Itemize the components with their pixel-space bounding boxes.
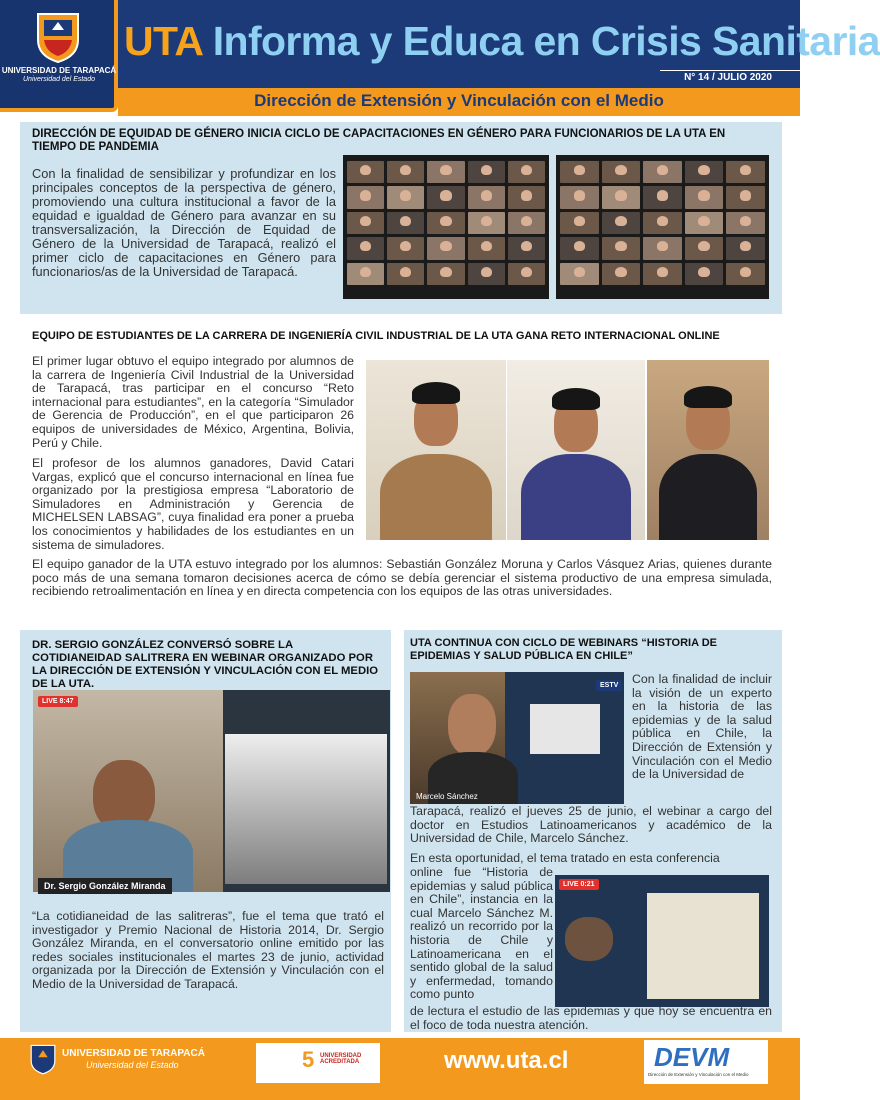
footer-shield-icon <box>30 1042 56 1076</box>
devm-logo <box>644 1040 768 1084</box>
accreditation-badge <box>256 1043 380 1083</box>
article4-title: UTA CONTINUA CON CICLO DE WEBINARS “HISTORIA DE EPIDEMIAS Y SALUD PÚBLICA EN CHILE” <box>410 637 717 662</box>
article2-title: EQUIPO DE ESTUDIANTES DE LA CARRERA DE INGENIERÍA CIVIL INDUSTRIAL DE LA UTA GANA RETO INTERNACIONAL ONLINE <box>32 330 720 342</box>
footer-university: UNIVERSIDAD DE TARAPACÁ <box>62 1048 205 1059</box>
logo-title: UNIVERSIDAD DE TARAPACÁ <box>1 66 117 75</box>
speaker-label: Dr. Sergio González Miranda <box>38 878 172 894</box>
department-title: Dirección de Extensión y Vinculación con el Medio <box>254 91 664 110</box>
live-badge: LIVE 8:47 <box>38 696 78 707</box>
webinar-photo-epidemias-2 <box>555 875 769 1007</box>
article4-para2-side: online fue “Historia de epidemias y salud pública en Chile”, instancia en la cual Marcelo Sánchez M. realizó un recorrido por la historia de Chile y Latinoamericana en el sentido global de la salud y enfermedad, tomando como punto <box>410 865 553 1002</box>
webinar-photo-salitrera <box>33 690 390 892</box>
article2-para2: El profesor de los alumnos ganadores, David Catari Vargas, explicó que el concurso internacional en línea fue organizado por la prestigiosa empresa “Laboratorio de Simuladores en Administración y Gerencia de MICHELSEN LABSAG”, cuya finalidad era poner a prueba los conocimientos y habilidades de los estudiantes en un sistema de simuladores. <box>32 456 354 552</box>
student-photo-1 <box>366 360 506 540</box>
article4-para1-full: Tarapacá, realizó el jueves 25 de junio, el webinar a cargo del doctor en Estudios Latinoamericanos y académico de la Universidad de Chile, Marcelo Sánchez. <box>410 804 772 846</box>
webinar-photo-epidemias <box>410 672 624 804</box>
article1-title: DIRECCIÓN DE EQUIDAD DE GÉNERO INICIA CICLO DE CAPACITACIONES EN GÉNERO PARA FUNCIONARIOS DE LA UTA EN TIEMPO DE PANDEMIA <box>32 128 726 153</box>
website-link[interactable]: www.uta.cl <box>444 1047 569 1074</box>
zoom-meeting-photo-2 <box>556 155 769 299</box>
tv-badge: ESTV <box>596 680 622 691</box>
professor-photo <box>647 360 769 540</box>
devm-wordmark: DEVM <box>654 1042 730 1072</box>
zoom-meeting-photo-1 <box>343 155 549 299</box>
title-rest: Informa y Educa en Crisis Sanitaria <box>212 18 880 64</box>
logo-subtitle: Universidad del Estado <box>23 76 95 83</box>
article2-para1: El primer lugar obtuvo el equipo integrado por alumnos de la carrera de Ingeniería Civil Industrial de la Universidad de Tarapacá, tras participar en el concurso “Reto internacional para estudiantes”, en la categoría “Simulador de Gerencia de Producción”, en el que participaron 26 equipos de universidades de México, Argentina, Bolivia, Perú y Chile. <box>32 354 354 450</box>
devm-subtitle: Dirección de Extensión y Vinculación con el Medio <box>648 1072 749 1077</box>
article3-body: “La cotidianeidad de las salitreras”, fue el tema que trató el investigador y Premio Nacional de Historia 2014, Dr. Sergio González Miranda, en el conversatorio online emitido por las redes sociales institucionales el martes 23 de junio, actividad organizada por la Dirección de Extensión y Vinculación con el Medio de la Universidad de Tarapacá. <box>32 909 384 991</box>
article4-para1-side: Con la finalidad de incluir la visión de un experto en la historia de las epidemias y de la salud pública en Chile, la Dirección de Extensión y Vinculación con el Medio de la Universidad de <box>632 672 772 782</box>
article4-para2-top: En esta oportunidad, el tema tratado en esta conferencia <box>410 851 720 865</box>
title-uta: UTA <box>124 18 202 64</box>
footer-university-sub: Universidad del Estado <box>86 1060 179 1070</box>
article3-title: DR. SERGIO GONZÁLEZ CONVERSÓ SOBRE LA COTIDIANEIDAD SALITRERA EN WEBINAR ORGANIZADO POR LA DIRECCIÓN DE EXTENSIÓN Y VINCULACIÓN CON EL MEDIO DE LA UTA. <box>32 639 379 690</box>
newsletter-title <box>124 18 880 65</box>
article2-para3: El equipo ganador de la UTA estuvo integrado por los alumnos: Sebastián González Moruna y Carlos Vásquez Arias, quienes durante poco más de una semana tomaron decisiones acerca de cómo se debía gerenciar el sistema productivo de una empresa simulada, recibiendo retroalimentación en línea y en directa competencia con los equipos de las otras universidades. <box>32 557 772 599</box>
shield-icon <box>36 10 80 64</box>
article4-para2-full: de lectura el estudio de las epidemias y que hoy se encuentra en el foco de toda nuestra atención. <box>410 1004 772 1032</box>
university-logo <box>0 0 118 112</box>
article1-body: Con la finalidad de sensibilizar y profundizar en los principales conceptos de la perspectiva de género, promoviendo una cultura institucional a favor de la equidad e igualdad de Género para avanzar en su transversalización, la Dirección de Equidad de Género de la Universidad de Tarapacá, realizó el primer ciclo de capacitaciones en Género para funcionarios/as de la Universidad de Tarapacá. <box>32 166 336 279</box>
live-badge-2: LIVE 0:21 <box>559 879 599 890</box>
accreditation-text: UNIVERSIDAD ACREDITADA <box>320 1053 362 1065</box>
student-photo-2 <box>507 360 645 540</box>
issue-number: N° 14 / JULIO 2020 <box>684 72 772 83</box>
issue-divider <box>660 70 800 71</box>
speaker-label-2: Marcelo Sánchez <box>416 792 478 801</box>
accreditation-years: 5 <box>302 1047 315 1072</box>
